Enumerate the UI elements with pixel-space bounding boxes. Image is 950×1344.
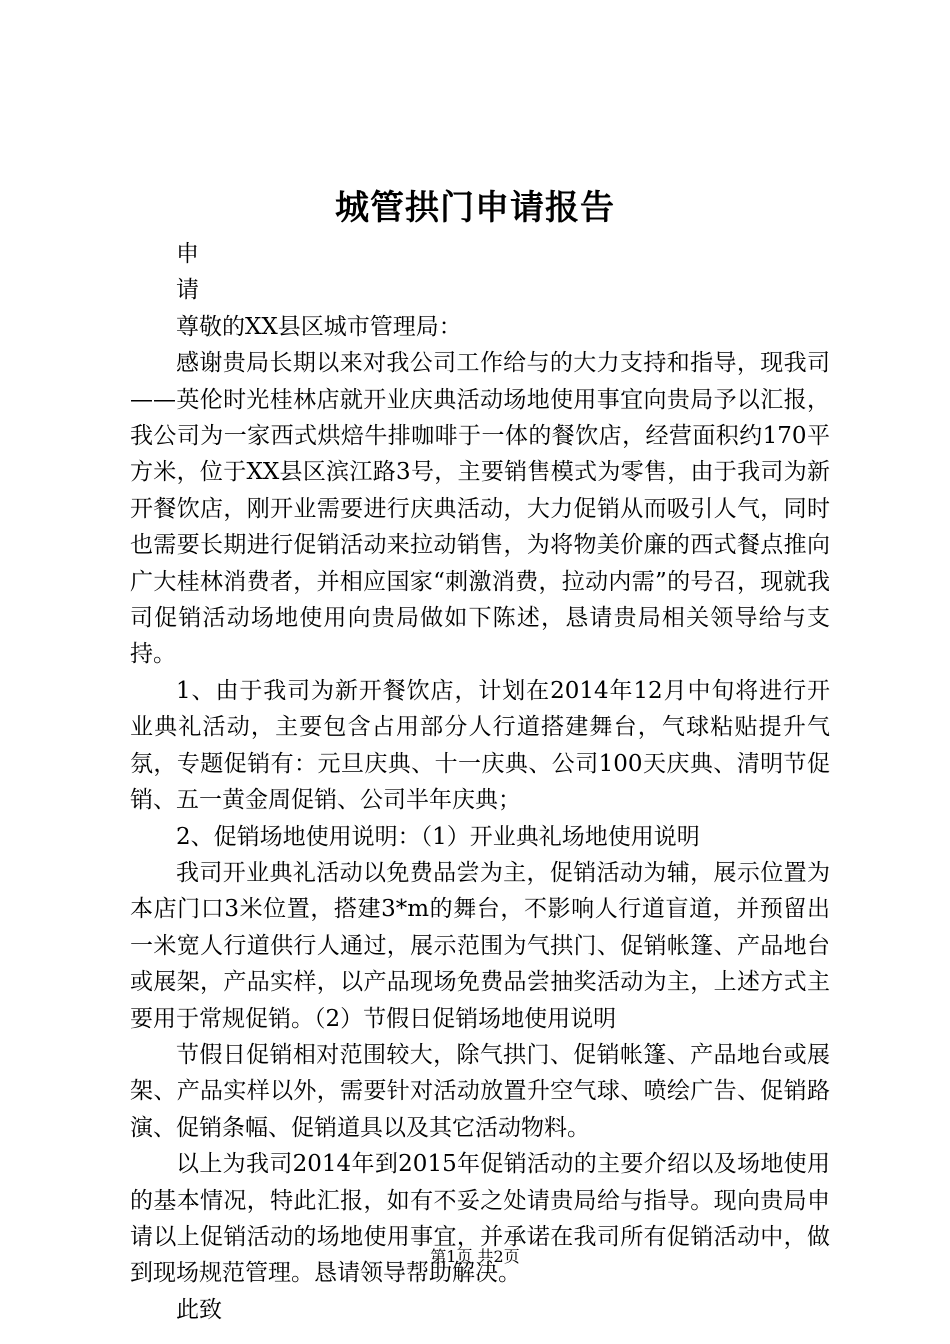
paragraph-item-1: 1、由于我司为新开餐饮店，计划在2014年12月中旬将进行开业典礼活动，主要包含占用部分人行道搭建舞台，气球粘贴提升气氛，专题促销有：元旦庆典、十一庆典、公司100天庆典、清明节促销、五一黄金周促销、公司半年庆典； [130,677,830,814]
paragraph-heading-char-1: 申 [176,241,199,267]
document-body [130,236,830,1328]
paragraph-introduction: 感谢贵局长期以来对我公司工作给与的大力支持和指导，现我司——英伦时光桂林店就开业庆典活动场地使用事宜向贵局予以汇报，我公司为一家西式烘焙牛排咖啡于一体的餐饮店，经营面积约170平方米，位于XX县区滨江路3号，主要销售模式为零售，由于我司为新开餐饮店，刚开业需要进行庆典活动，大力促销从而吸引人气，同时也需要长期进行促销活动来拉动销售，为将物美价廉的西式餐点推向广大桂林消费者，并相应国家“刺激消费，拉动内需”的号召，现就我司促销活动场地使用向贵局做如下陈述，恳请贵局相关领导给与支持。 [130,350,830,668]
paragraph-heading-char-2: 请 [176,277,199,304]
paragraph-closing: 此致 [176,1296,222,1323]
paragraph-item-2: 2、促销场地使用说明：（1）开业典礼场地使用说明 [176,823,700,850]
paragraph-holiday-promotion: 节假日促销相对范围较大，除气拱门、促销帐篷、产品地台或展架、产品实样以外，需要针对活动放置升空气球、喷绘广告、促销路演、促销条幅、促销道具以及其它活动物料。 [130,1041,830,1141]
page-number-footer: 第1页 共2页 [430,1247,520,1266]
document-title: 城管拱门申请报告 [335,188,615,228]
paragraph-summary: 以上为我司2014年到2015年促销活动的主要介绍以及场地使用的基本情况，特此汇报，如有不妥之处请贵局给与指导。现向贵局申请以上促销活动的场地使用事宜，并承诺在我司所有促销活动中，做到现场规范管理。恳请领导帮助解决。 [130,1151,830,1287]
paragraph-opening-ceremony: 我司开业典礼活动以免费品尝为主，促销活动为辅，展示位置为本店门口3米位置，搭建3*m的舞台，不影响人行道盲道，并预留出一米宽人行道供行人通过，展示范围为气拱门、促销帐篷、产品地台或展架，产品实样，以产品现场免费品尝抽奖活动为主，上述方式主要用于常规促销。（2）节假日促销场地使用说明 [130,859,830,1032]
paragraph-salutation: 尊敬的XX县区城市管理局： [176,313,462,340]
